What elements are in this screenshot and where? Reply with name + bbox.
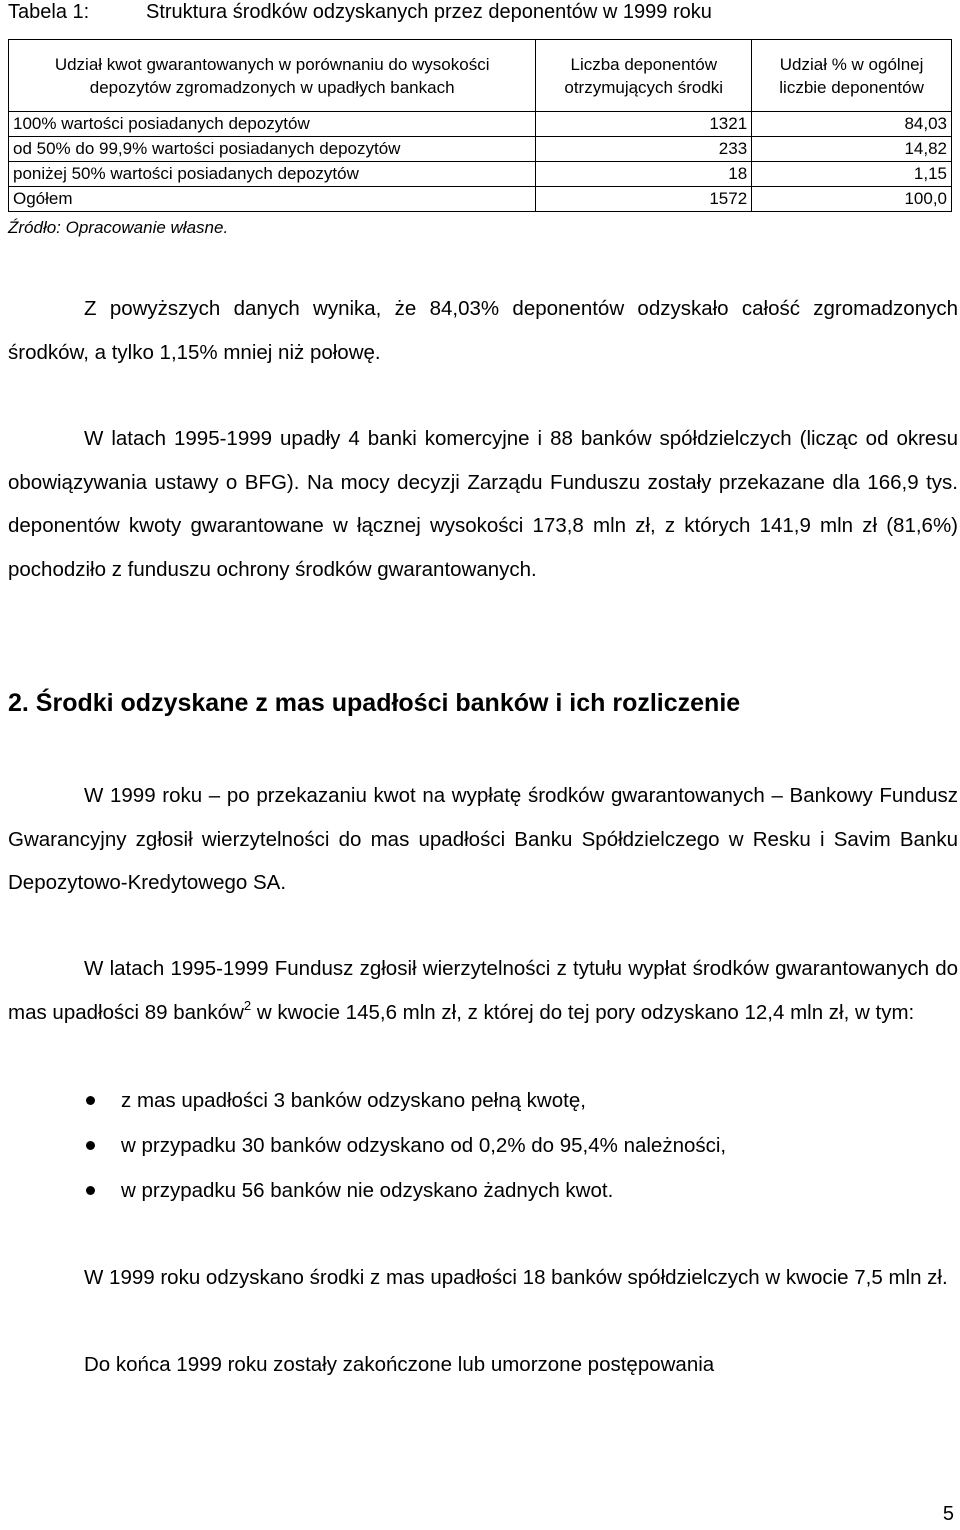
list-item-text: w przypadku 56 banków nie odzyskano żadnych kwot. <box>121 1179 614 1202</box>
list-item <box>8 1123 726 1168</box>
table-cell-count: 1321 <box>536 112 752 137</box>
paragraph-text: w kwocie 145,6 mln zł, z której do tej pory odzyskano 12,4 mln zł, w tym: <box>251 1000 915 1024</box>
table-header-row <box>9 40 952 112</box>
paragraph-claims-1999 <box>8 774 958 905</box>
column-header-percent: Udział % w ogólnej liczbie deponentów <box>752 40 952 112</box>
table-cell-label: Ogółem <box>9 187 536 212</box>
paragraph-bank-failures <box>8 417 958 591</box>
table-title: Struktura środków odzyskanych przez deponentów w 1999 roku <box>146 1 712 23</box>
list-item <box>8 1168 726 1213</box>
data-table <box>8 39 952 212</box>
table-cell-label: poniżej 50% wartości posiadanych depozytów <box>9 162 536 187</box>
table-number: Tabela 1: <box>8 1 90 23</box>
column-header-share: Udział kwot gwarantowanych w porównaniu do wysokości depozytów zgromadzonych w upadłych bankach <box>9 40 536 112</box>
table-cell-percent: 1,15 <box>752 162 952 187</box>
table-cell-count: 18 <box>536 162 752 187</box>
table-source-note: Źródło: Opracowanie własne. <box>8 218 229 237</box>
bullet-icon <box>86 1141 95 1150</box>
paragraph-text: Z powyższych danych wynika, że 84,03% deponentów odzyskało całość zgromadzonych środków, a tylko 1,15% mniej niż połowę. <box>8 297 958 364</box>
paragraph-summary <box>8 287 958 374</box>
bullet-icon <box>86 1186 95 1195</box>
page-number: 5 <box>942 1503 954 1525</box>
paragraph-text: Do końca 1999 roku zostały zakończone lub umorzone postępowania <box>84 1353 715 1376</box>
recovery-list <box>8 1078 726 1213</box>
table-row <box>9 137 952 162</box>
list-item-text: z mas upadłości 3 banków odzyskano pełną kwotę, <box>121 1089 586 1112</box>
list-item-text: w przypadku 30 banków odzyskano od 0,2% do 95,4% należności, <box>121 1134 727 1157</box>
table-row <box>9 112 952 137</box>
table-row-total <box>9 187 952 212</box>
table-cell-count: 1572 <box>536 187 752 212</box>
paragraph-claims-1995-1999 <box>8 947 958 1034</box>
list-item <box>8 1078 726 1123</box>
column-header-count: Liczba deponentów otrzymujących środki <box>536 40 752 112</box>
table-cell-count: 233 <box>536 137 752 162</box>
table-caption <box>0 0 960 24</box>
paragraph-text: W latach 1995-1999 upadły 4 banki komercyjne i 88 banków spółdzielczych (licząc od okresu obowiązywania ustawy o BFG). Na mocy decyzji Zarządu Funduszu zostały przekazane dla 166,9 tys. deponentów kwoty gwarantowane w łącznej wysokości 173,8 mln zł, z których 141,9 mln zł (81,6%) pochodziło z funduszu ochrony środków gwarantowanych. <box>8 427 958 581</box>
table-cell-percent: 84,03 <box>752 112 952 137</box>
table-cell-percent: 100,0 <box>752 187 952 212</box>
table-cell-label: 100% wartości posiadanych depozytów <box>9 112 536 137</box>
paragraph-recovered-1999 <box>8 1256 958 1300</box>
table-cell-percent: 14,82 <box>752 137 952 162</box>
section-heading: 2. Środki odzyskane z mas upadłości banków i ich rozliczenie <box>8 689 741 717</box>
paragraph-proceedings <box>8 1343 958 1387</box>
paragraph-text: W latach 1995-1999 Fundusz zgłosił wierzytelności z tytułu wypłat środków gwarantowanych do mas upadłości 89 banków <box>8 957 958 1024</box>
paragraph-text: W 1999 roku odzyskano środki z mas upadłości 18 banków spółdzielczych w kwocie 7,5 mln zł. <box>84 1266 948 1289</box>
paragraph-text: W 1999 roku – po przekazaniu kwot na wypłatę środków gwarantowanych – Bankowy Fundusz Gwarancyjny zgłosił wierzytelności do mas upadłości Banku Spółdzielczego w Resku i Savim Banku Depozytowo-Kredytowego SA. <box>8 784 958 894</box>
table-cell-label: od 50% do 99,9% wartości posiadanych depozytów <box>9 137 536 162</box>
bullet-icon <box>86 1096 95 1105</box>
table-row <box>9 162 952 187</box>
footnote-marker[interactable]: 2 <box>243 997 252 1013</box>
